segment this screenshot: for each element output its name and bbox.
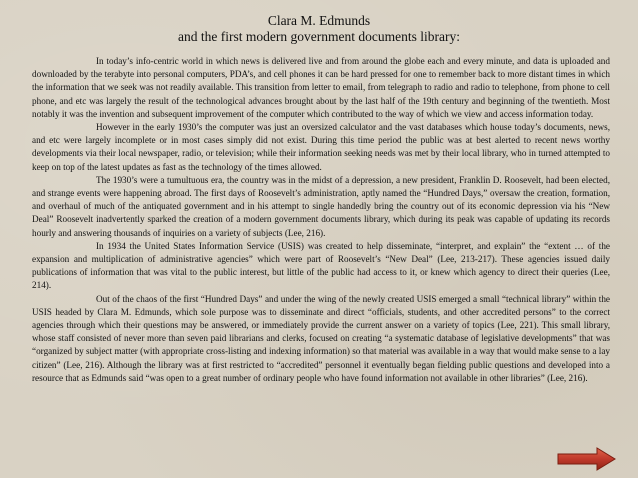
body-text	[32, 55, 610, 385]
paragraph: However in the early 1930’s the computer was just an oversized calculator and the vast databases which house today’s documents, news, and etc were largely incomplete or in most cases simply did not exist. During this time period the public was at best alerted to recent news worthy developments via their local newspaper, radio, or television; while their information seeking needs was met by their local library, who in turned attempted to keep on top of the latest updates as fast as the technology of the times allowed.	[32, 122, 610, 172]
paragraph: The 1930’s were a tumultuous era, the country was in the midst of a depression, a new president, Franklin D. Roosevelt, had been elected, and strange events were happening abroad. The first days of Roosevelt’s administration, aptly named the “Hundred Days,” oversaw the creation, formation, and overhaul of much of the antiquated government and in his attempt to single handedly bring the country out of its economic depression via his “New Deal” Roosevelt inadvertently sparked the creation of a modern government documents library, which during its peak was capable of updating its records hourly and answering thousands of inquiries on a variety of subjects (Lee, 216).	[32, 174, 610, 238]
right-arrow-icon	[557, 447, 617, 471]
paragraph: In today’s info-centric world in which news is delivered live and from around the globe each and every minute, and data is uploaded and downloaded by the terabyte into personal computers, PDA’s, and cell phones it can be hard pressed for one to remember back to more distant times in which the information that we seek was not readily available. This transition from letter to email, from telegraph to radio and radio to telephone, from phone to cell phone, and etc was largely the result of the technological advances brought about by the last half of the 19th century and beginning of the twentieth. Most notably it was the invention and subsequent improvement of the computer which contributed to the way of which we view and access information today.	[32, 56, 610, 119]
title-line-1: Clara M. Edmunds	[267, 13, 371, 28]
paragraph: In 1934 the United States Information Service (USIS) was created to help disseminate, “interpret, and explain” the “extent … of the expansion and multiplication of administrative agencies” which were part of Roosevelt’s “New Deal” (Lee, 213-217). These agencies issued daily publications of information that was vital to the public interest, but little of the public had access to it, or knew which agency to direct their queries (Lee, 214).	[32, 240, 610, 291]
title-line-2: and the first modern government documents library:	[178, 29, 460, 44]
paragraph: Out of the chaos of the first “Hundred Days” and under the wing of the newly created USIS emerged a small “technical library” within the USIS headed by Clara M. Edmunds, which sole purpose was to disseminate and direct “officials, students, and other accredited persons” to the correct agencies through which their questions may be answered, or immediately provide the current answer on a variety of topics (Lee, 221). This small library, whose staff consisted of never more than seven paid librarians and clerks, focused on creating “a systematic database of legislative developments” that was “organized by subject matter (with appropriate cross-listing and indexing information) so that material was available in a way that would make sense to a lay citizen” (Lee, 216). Although the library was at first restricted to “accredited” personnel it eventually began fielding public questions and developed into a resource that as Edmunds said “was open to a great number of ordinary people who have found information not available in other libraries” (Lee, 216).	[32, 293, 610, 383]
next-slide-button[interactable]	[557, 447, 617, 471]
